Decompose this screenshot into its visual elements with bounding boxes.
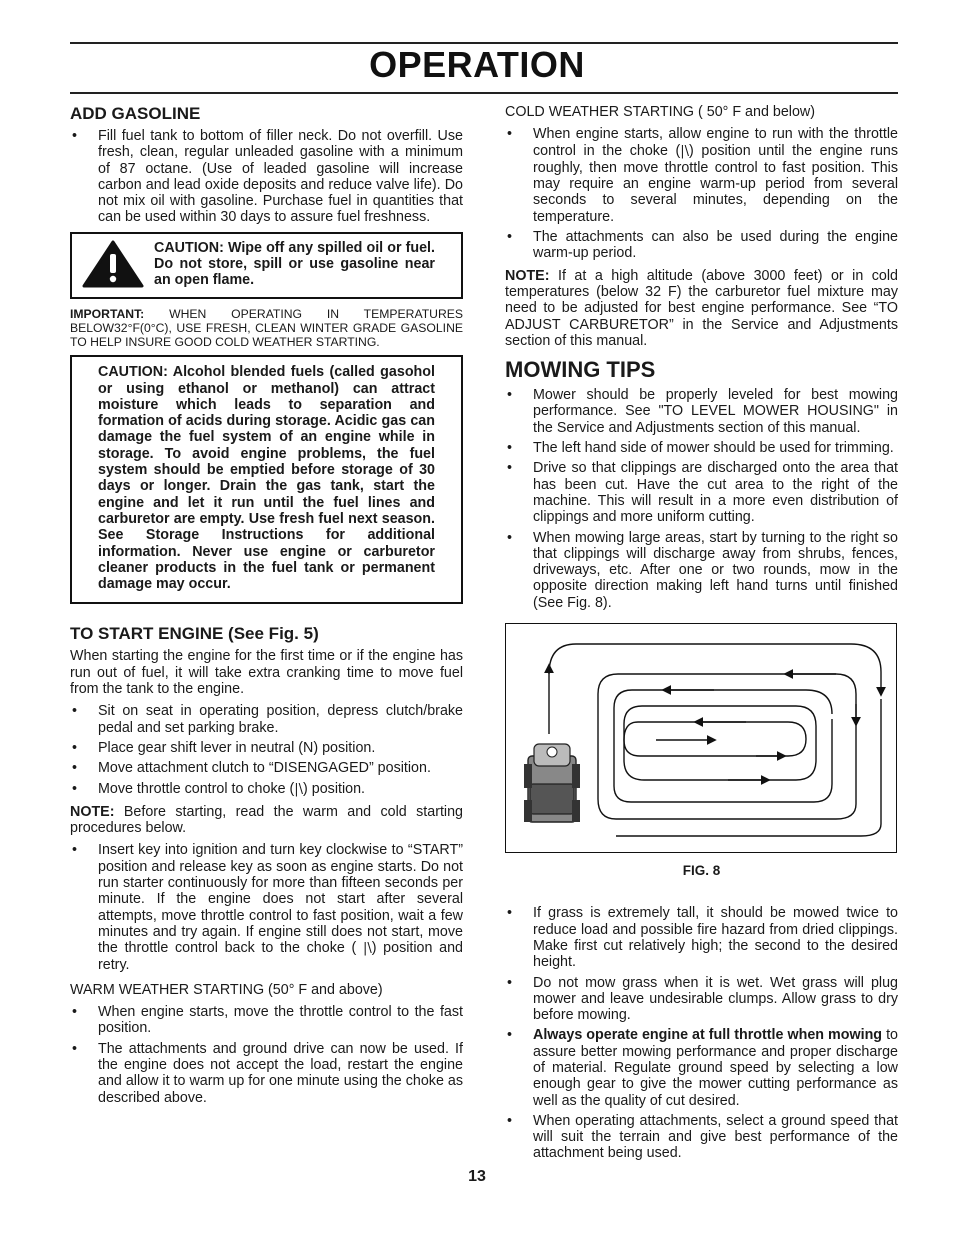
add-gasoline-list (70, 128, 463, 226)
list-item: • Sit on seat in operating position, depress clutch/brake pedal and set parking brake. (70, 703, 463, 736)
list-item (70, 842, 463, 973)
start-engine-heading: TO START ENGINE (See Fig. 5) (70, 624, 319, 644)
note-label: NOTE: (505, 267, 550, 284)
caution-box-spill (70, 232, 463, 299)
list-item: • Do not mow grass when it is wet. Wet grass will plug mower and leave undesirable clumps. Allow grass to dry before mowing. (505, 975, 898, 1024)
list-item: • If grass is extremely tall, it should be mowed twice to reduce load and possible fire hazard from dried clippings. Make first cut relatively high; the second to the desired height. (505, 905, 898, 970)
list-item: • When engine starts, move the throttle control to the fast position. (70, 1004, 463, 1037)
cold-weather-list (505, 126, 898, 261)
throttle-rest: to assure better mowing performance and proper discharge of material. Regulate ground speed by selecting a low enough gear to give the mower cutting performance as well as the quality of cut desired. (533, 1027, 898, 1109)
list-item: • Mower should be properly leveled for best mowing performance. See "TO LEVEL MOWER HOUSING" in the Service and Adjustments section of this manual. (505, 387, 898, 436)
caution-text-alcohol: CAUTION: Alcohol blended fuels (called gasohol or using ethanol or methanol) can attract moisture which leads to separation and formation of acids during storage. Acidic gas can damage the fuel system of an engine while in storage. To avoid engine problems, the fuel system should be emptied before storage of 30 days or longer. Drain the gas tank, start the engine and let it run until the fuel lines and carburetor are empty. Use fresh fuel next season. See Storage Instructions for additional information. Never use engine or carburetor cleaner products in the fuel tank or permanent damage may occur. (98, 364, 435, 593)
cold-text-a: When engine starts, allow engine to run with the throttle control in the choke ( (533, 126, 898, 159)
ignition-text-b: ) position and retry. (98, 940, 463, 974)
start-engine-list (70, 703, 463, 797)
warning-triangle-icon (82, 240, 144, 288)
list-item (70, 781, 463, 798)
note-label: NOTE: (70, 803, 115, 820)
warm-weather-list (70, 1004, 463, 1106)
title-rule (70, 92, 898, 94)
caution-text-spill: CAUTION: Wipe off any spilled oil or fuel. Do not store, spill or use gasoline near an open flame. (154, 239, 435, 289)
choke-text-b: ) position. (303, 780, 366, 797)
ignition-list (70, 842, 463, 973)
list-item: • The attachments and ground drive can now be used. If the engine does not accept the load, restart the engine and allow it to warm up for one minute using the choke as described above. (70, 1041, 463, 1106)
choke-icon: |\ (294, 781, 304, 797)
choke-icon: |\ (362, 941, 372, 957)
tractor-icon (524, 744, 580, 822)
left-column (70, 104, 463, 1112)
list-item (505, 1027, 898, 1108)
list-item: • When mowing large areas, start by turning to the right so that clippings will discharge away from shrubs, fences, driveways, etc. After one or two rounds, mow in the opposite direction making left hand turns until finished (See Fig. 8). (505, 530, 898, 611)
warm-weather-heading: WARM WEATHER STARTING (50° F and above) (70, 981, 383, 998)
important-text: WHEN OPERATING IN TEMPERATURES BELOW32°F(0°C), USE FRESH, CLEAN WINTER GRADE GASOLINE TO HELP INSURE GOOD COLD WEATHER STARTING. (70, 306, 463, 350)
important-note (70, 307, 463, 350)
page-title: OPERATION (369, 44, 585, 85)
loop-4 (624, 706, 816, 780)
choke-icon: |\ (680, 143, 690, 159)
throttle-bold: Always operate engine at full throttle when mowing (533, 1027, 883, 1044)
list-item: • Drive so that clippings are discharged onto the area that has been cut. Have the cut area to the right of the machine. This will result in a more even distribution of clippings and more uniform cutting. (505, 460, 898, 525)
important-label: IMPORTANT: (70, 306, 145, 321)
list-item (505, 126, 898, 225)
list-item: • Place gear shift lever in neutral (N) position. (70, 740, 463, 756)
right-column (505, 104, 898, 1168)
cold-weather-heading: COLD WEATHER STARTING ( 50° F and below) (505, 104, 815, 120)
note-text: If at a high altitude (above 3000 feet) or in cold temperatures (below 32 F) the carburetor fuel mixture may need to be adjusted for best engine performance. See “TO ADJUST CARBURETOR” in the Service and Adjustments section of this manual. (505, 267, 898, 349)
caution-box-alcohol (70, 355, 463, 604)
figure-8-mowing-pattern (505, 623, 897, 853)
list-item: • When operating attachments, select a ground speed that will suit the terrain and give best performance of the attachment being used. (505, 1113, 898, 1162)
figure-caption: FIG. 8 (682, 863, 721, 879)
ignition-text-a: Insert key into ignition and turn key clockwise to “START” position and release key as soon as engine starts. Do not run starter continuously for more than fifteen seconds per minute. If the engine does not start after several attempts, move throttle control to fast position, wait a few minutes and try again. If engine still does not start, move the throttle control back to the choke ( (98, 842, 463, 957)
list-item: • Move attachment clutch to “DISENGAGED” position. (70, 760, 463, 776)
start-engine-intro: When starting the engine for the first time or if the engine has run out of fuel, it will take extra cranking time to move fuel from the tank to the engine. (70, 648, 463, 698)
more-tips-list (505, 905, 898, 1161)
choke-text-a: Move throttle control to choke ( (98, 780, 295, 797)
note-text: Before starting, read the warm and cold starting procedures below. (70, 803, 463, 837)
list-item: • Fill fuel tank to bottom of filler neck. Do not overfill. Use fresh, clean, regular unleaded gasoline with a minimum of 87 octane. (Use of leaded gasoline will increase carbon and lead oxide deposits and reduce valve life). Do not mix oil with gasoline. Purchase fuel in quantities that can be used within 30 days to assure fuel freshness. (70, 128, 463, 226)
outer-bottom (616, 824, 881, 836)
loop-2 (598, 674, 856, 819)
mowing-tips-list (505, 387, 898, 611)
mowing-pattern-diagram (506, 624, 896, 852)
cold-text-b: ) position until the engine runs roughly, then move throttle control to fast position. This may require an engine warm-up period from several seconds to several minutes, depending on the temperature. (533, 142, 898, 225)
start-note (70, 804, 463, 837)
mowing-tips-heading: MOWING TIPS (505, 357, 656, 383)
list-item: • The left hand side of mower should be used for trimming. (505, 440, 898, 456)
altitude-note (505, 268, 898, 349)
page-number: 13 (468, 1168, 486, 1185)
add-gasoline-heading: ADD GASOLINE (70, 104, 201, 123)
inner-loop (624, 722, 806, 756)
list-item: • The attachments can also be used during the engine warm-up period. (505, 229, 898, 262)
